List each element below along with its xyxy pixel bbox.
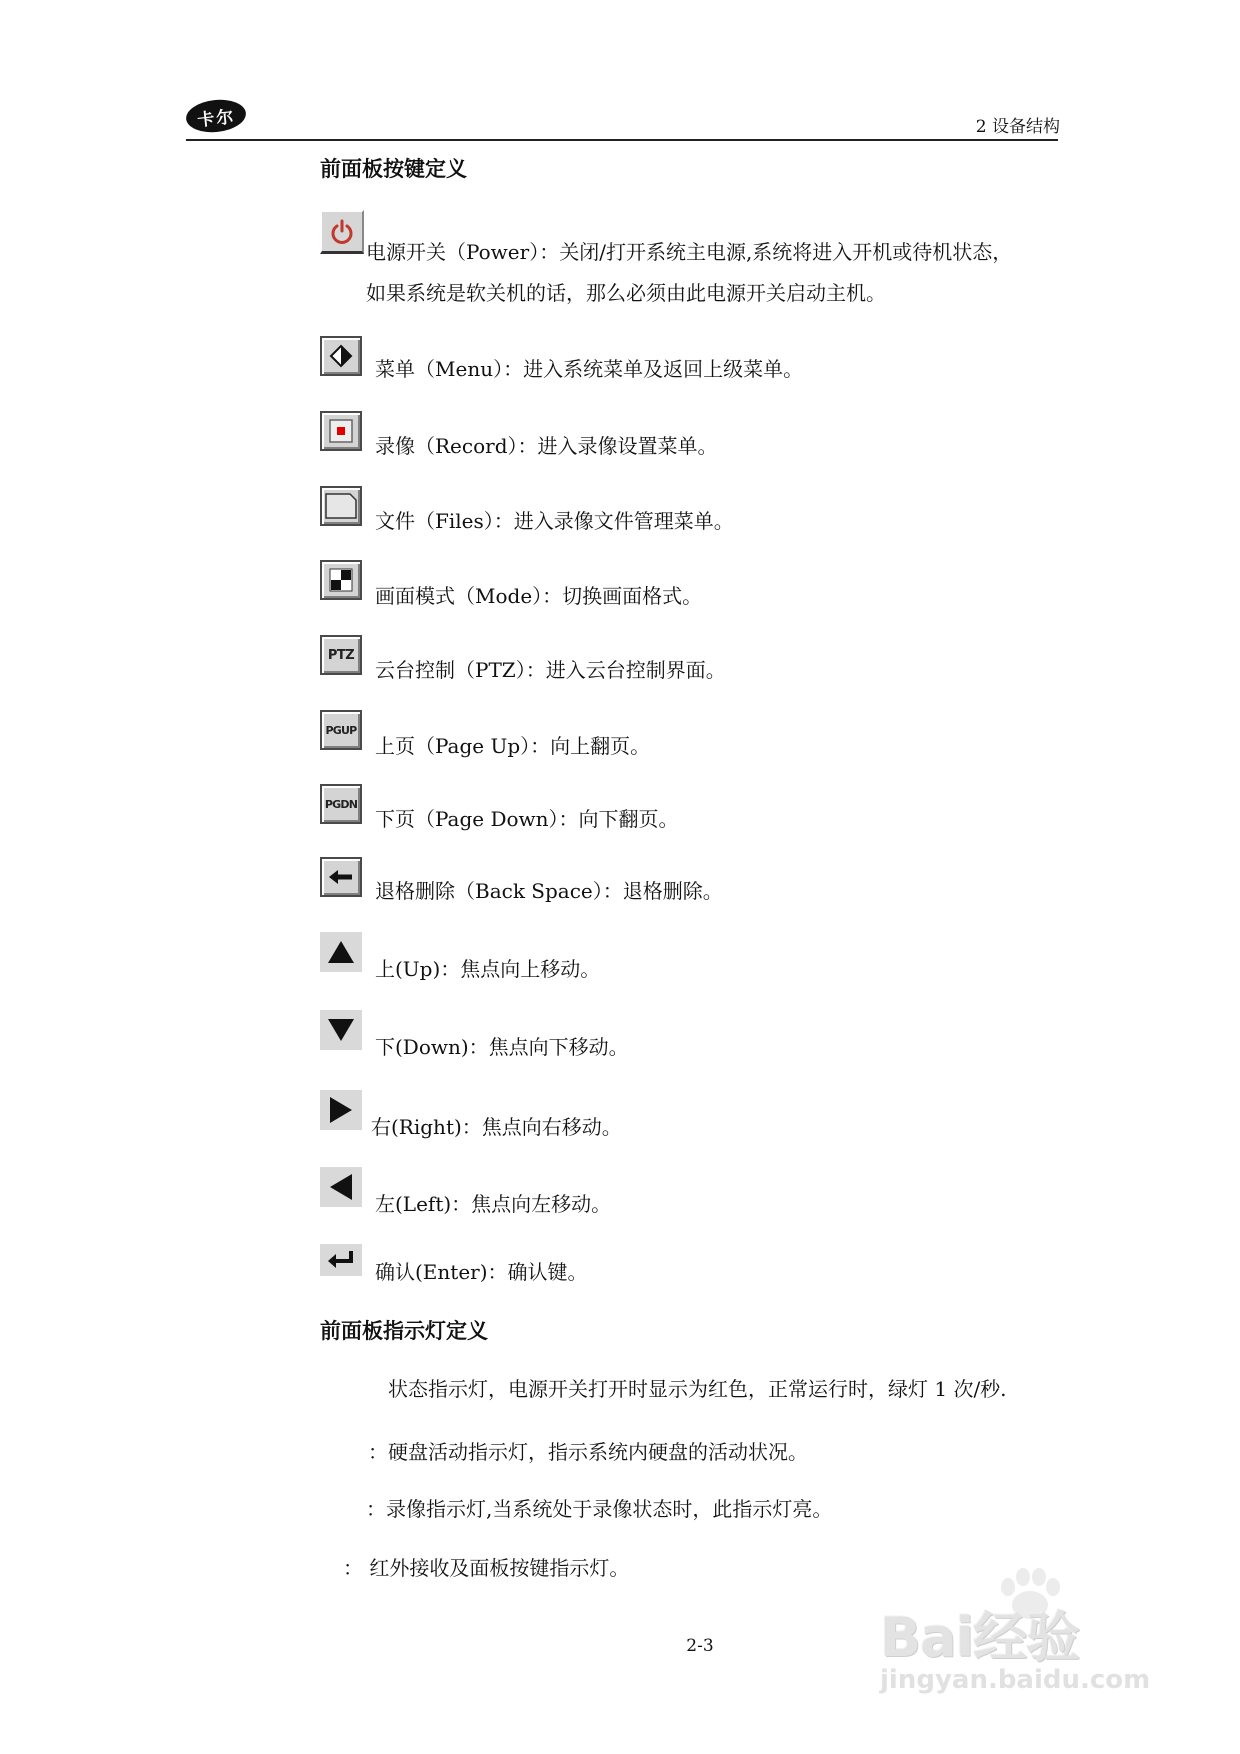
chapter-title: 2 设备结构: [975, 117, 1060, 137]
enter-icon: [320, 1244, 362, 1276]
left-arrow-icon: [320, 1167, 362, 1207]
record-led-description: ：录像指示灯,当系统处于录像状态时，此指示灯亮。: [366, 1497, 833, 1521]
files-icon: [320, 486, 362, 526]
up-key-description: 上(Up)：焦点向上移动。: [375, 957, 601, 981]
menu-icon: [320, 336, 362, 376]
mode-key-description: 画面模式（Mode）：切换画面格式。: [375, 584, 703, 608]
page-down-icon-label: PGDN: [324, 797, 358, 811]
page-down-icon: [320, 784, 362, 824]
status-led-description: 状态指示灯，电源开关打开时显示为红色，正常运行时，绿灯 1 次/秒.: [388, 1377, 1007, 1401]
up-arrow-icon: [320, 932, 362, 972]
left-key-description: 左(Left)：焦点向左移动。: [375, 1192, 612, 1216]
power-key-description-cont: 如果系统是软关机的话，那么必须由此电源开关启动主机。: [366, 281, 886, 305]
page-down-key-description: 下页（Page Down）：向下翻页。: [375, 807, 679, 831]
backspace-icon: [320, 857, 362, 897]
page-number: 2-3: [686, 1636, 714, 1656]
hdd-led-description: ：硬盘活动指示灯，指示系统内硬盘的活动状况。: [368, 1440, 808, 1464]
company-logo: 卡尔: [184, 97, 247, 135]
backspace-key-description: 退格删除（Back Space）：退格删除。: [375, 879, 723, 903]
down-key-description: 下(Down)：焦点向下移动。: [375, 1035, 629, 1059]
down-arrow-icon: [320, 1010, 362, 1050]
page-up-key-description: 上页（Page Up）：向上翻页。: [375, 734, 651, 758]
ptz-key-description: 云台控制（PTZ）：进入云台控制界面。: [375, 658, 726, 682]
ptz-icon-label: PTZ: [327, 647, 355, 663]
right-key-description: 右(Right)：焦点向右移动。: [371, 1115, 622, 1139]
record-icon: [320, 411, 362, 451]
header-divider: [186, 139, 1058, 141]
power-icon: [320, 210, 364, 254]
watermark-url: jingyan.baidu.com: [880, 1665, 1151, 1695]
menu-key-description: 菜单（Menu）：进入系统菜单及返回上级菜单。: [375, 357, 804, 381]
mode-icon: [320, 560, 362, 600]
keys-section-title: 前面板按键定义: [320, 156, 467, 181]
right-arrow-icon: [320, 1090, 362, 1130]
files-key-description: 文件（Files）：进入录像文件管理菜单。: [375, 509, 734, 533]
leds-section-title: 前面板指示灯定义: [320, 1318, 488, 1343]
page-up-icon-label: PGUP: [325, 723, 357, 737]
record-key-description: 录像（Record）：进入录像设置菜单。: [375, 434, 718, 458]
page-up-icon: [320, 710, 362, 750]
power-key-description: 电源开关（Power）：关闭/打开系统主电源,系统将进入开机或待机状态，: [366, 240, 1013, 264]
ir-led-description: ： 红外接收及面板按键指示灯。: [343, 1556, 630, 1580]
watermark-brand: Bai经验: [880, 1606, 1080, 1669]
enter-key-description: 确认(Enter)：确认键。: [375, 1260, 588, 1284]
ptz-icon: [320, 635, 362, 675]
